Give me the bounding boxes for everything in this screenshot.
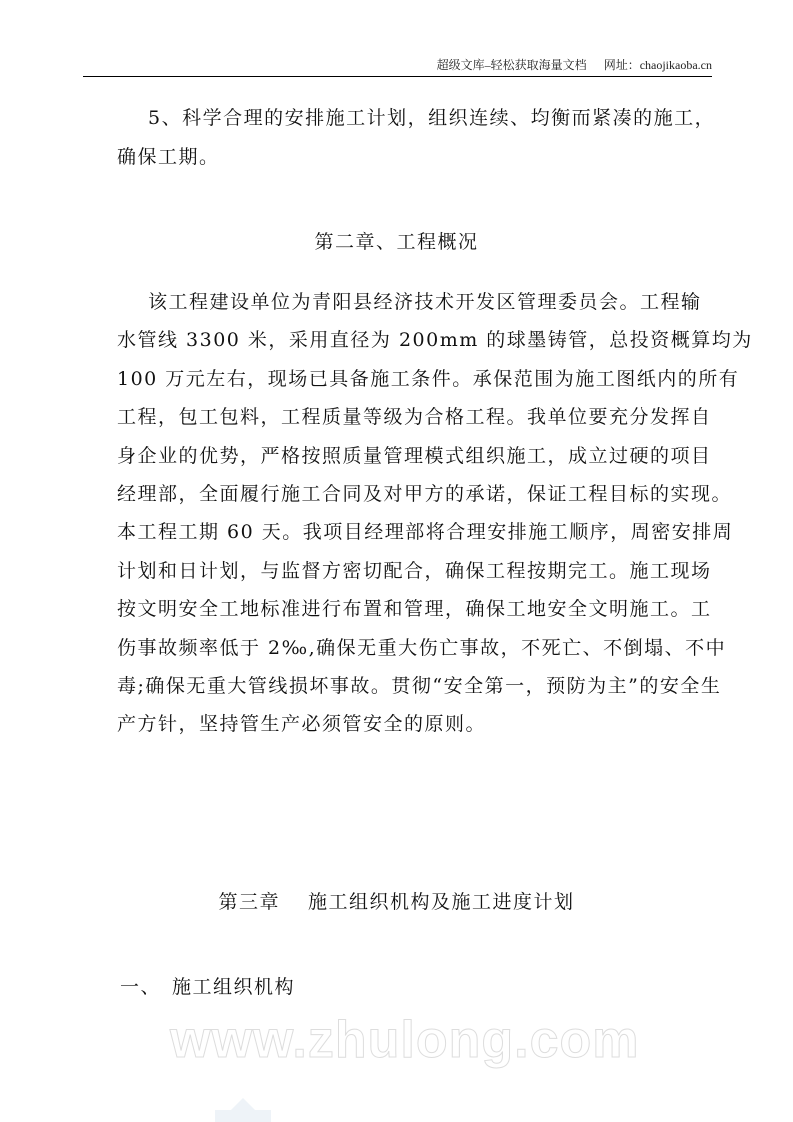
body-line: 毒;确保无重大管线损坏事故。贯彻“安全第一，预防为主”的安全生 [117, 675, 722, 697]
watermark-logo-icon [215, 1098, 271, 1122]
header-url: 网址：chaojikaoba.cn [603, 58, 712, 72]
body-line: 工程，包工包料，工程质量等级为合格工程。我单位要充分发挥自 [117, 406, 712, 428]
body-line: 该工程建设单位为青阳县经济技术开发区管理委员会。工程输 [148, 291, 702, 313]
page-header [83, 56, 712, 77]
body-line: 计划和日计划，与监督方密切配合，确保工程按期完工。施工现场 [117, 560, 712, 582]
chapter2-title: 第二章、工程概况 [314, 231, 479, 253]
body-line: 100 万元左右，现场已具备施工条件。承保范围为施工图纸内的所有 [117, 368, 740, 390]
header-site: 超级文库–轻松获取海量文档 [436, 58, 587, 72]
section-heading: 一、 施工组织机构 [120, 976, 296, 998]
body-line: 伤事故频率低于 2‰,确保无重大伤亡事故，不死亡、不倒塌、不中 [117, 637, 727, 659]
chapter3-title: 第三章 施工组织机构及施工进度计划 [218, 891, 575, 913]
body-line: 经理部，全面履行施工合同及对甲方的承诺，保证工程目标的实现。 [117, 483, 733, 505]
body-line: 产方针，坚持管生产必须管安全的原则。 [117, 713, 487, 735]
body-line: 确保工期。 [117, 146, 220, 168]
body-line: 本工程工期 60 天。我项目经理部将合理安排施工顺序，周密安排周 [117, 521, 734, 543]
body-line: 按文明安全工地标准进行布置和管理，确保工地安全文明施工。工 [117, 598, 712, 620]
body-line: 5、科学合理的安排施工计划，组织连续、均衡而紧凑的施工， [148, 107, 716, 129]
watermark: www.zhulong.com [170, 1011, 640, 1069]
body-line: 水管线 3300 米，采用直径为 200mm 的球墨铸管，总投资概算均为 [117, 329, 753, 351]
body-line: 身企业的优势，严格按照质量管理模式组织施工，成立过硬的项目 [117, 445, 712, 467]
